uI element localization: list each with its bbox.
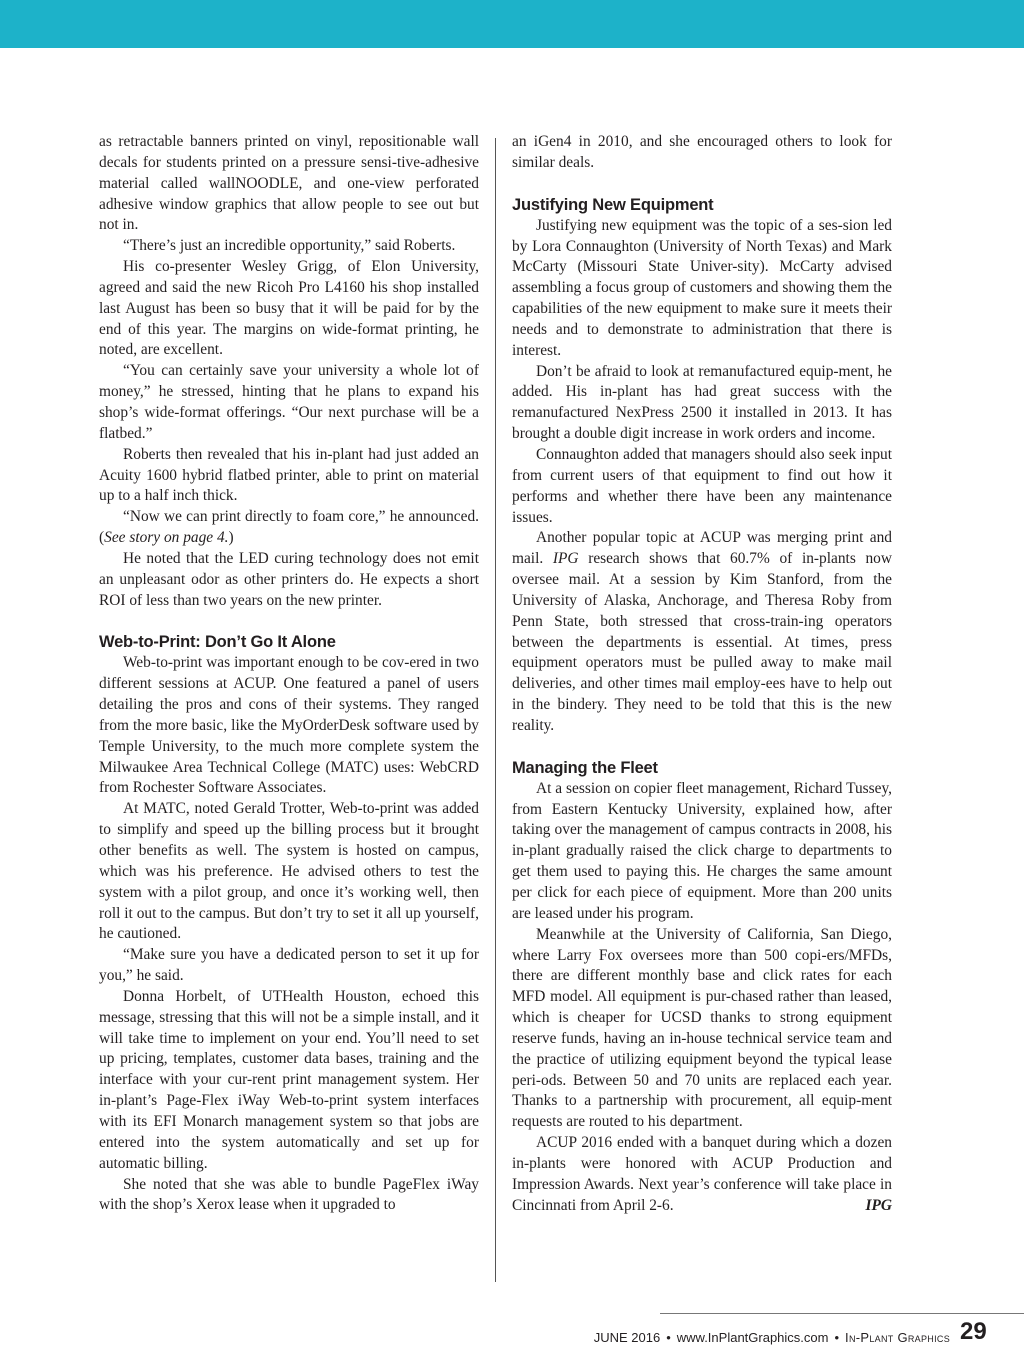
- paragraph-text: research shows that 60.7% of in-plants now oversee mail. At a session by Kim Stanford, from the University of Alaska, Anchorage, and Theresa Roby from Penn State, both stressed that cross-train-ing operators between the departments is essential. At times, press equipment operators must be pulled away to make mail deliveries, and other times mail employ-ees have to help out in the bindery. They need to be told that this is the new reality.: [512, 550, 892, 734]
- section-heading-web-to-print: Web-to-Print: Don’t Go It Alone: [99, 633, 336, 652]
- paragraph-text: ): [228, 529, 234, 547]
- top-color-band: [0, 0, 1024, 48]
- left-column: [99, 132, 479, 1216]
- paragraph: as retractable banners printed on vinyl, repositionable wall decals for students printed on a pressure sensi-tive-adhesive material called wallNOODLE, and one-view perforated adhesive window graphics that allow people to see out but not in.: [99, 133, 479, 234]
- paragraph: “There’s just an incredible opportunity,” said Roberts.: [123, 237, 456, 255]
- section-heading-justifying-equipment: Justifying New Equipment: [512, 195, 714, 214]
- paragraph: [512, 1133, 892, 1216]
- paragraph: Don’t be afraid to look at remanufactured equip-ment, he added. His in-plant has had great success with the remanufactured NexPress 2500 it installed in 2013. It has brought a double digit increase in work orders and income.: [512, 362, 892, 443]
- footer-bullet: •: [666, 1330, 671, 1345]
- column-divider: [495, 138, 496, 1282]
- paragraph: Web-to-print was important enough to be cov-ered in two different sessions at ACUP. One featured a panel of users detailing the pros and cons of their systems. They ranged from the more basic, like the MyOrderDesk software used by Temple University, to the much more complete system the Milwaukee Area Technical College (MATC) uses: WebCRD from Rochester Software Associates.: [99, 654, 479, 797]
- paragraph: She noted that she was able to bundle PageFlex iWay with the shop’s Xerox lease when it upgraded to: [99, 1175, 479, 1214]
- paragraph-text: Another popular topic at ACUP was merging print and mail.: [512, 529, 892, 568]
- right-column: [512, 132, 892, 1217]
- paragraph: [512, 528, 892, 736]
- footer-publication: In-Plant Graphics: [845, 1330, 950, 1345]
- paragraph: “You can certainly save your university a whole lot of money,” he stressed, hinting that he plans to expand his shop’s wide-format offerings. “Our next purchase will be a flatbed.”: [99, 362, 479, 442]
- paragraph: “Make sure you have a dedicated person to set it up for you,” he said.: [99, 946, 479, 985]
- paragraph: Justifying new equipment was the topic of a ses-sion led by Lora Connaughton (University of North Texas) and Mark McCarty (Missouri State Univer-sity). McCarty advised assembling a focus group of customers and showing them the capabilities of the new equipment to make sure it meets their needs and to demonstrate to administration that there is interest.: [512, 216, 892, 359]
- paragraph: Connaughton added that managers should also seek input from current users of that equipment to find out how it performs and whether there have been any maintenance issues.: [512, 445, 892, 526]
- paragraph: Roberts then revealed that his in-plant had just added an Acuity 1600 hybrid flatbed printer, able to print on material up to a half inch thick.: [99, 445, 479, 505]
- paragraph: [99, 507, 479, 549]
- footer-date: JUNE 2016: [593, 1330, 661, 1345]
- paragraph-text: ACUP 2016 ended with a banquet during which a dozen in-plants were honored with ACUP Production and Impression Awards. Next year’s conference will take place in Cincinnati from April 2-6.: [512, 1134, 892, 1214]
- ipg-italic: IPG: [552, 550, 579, 568]
- paragraph: Donna Horbelt, of UTHealth Houston, echoed this message, stressing that this will not be a simple install, and it will take time to implement on your end. You’ll need to set up pricing, templates, customer data bases, training and the interface with your cur-rent print management system. Her in-plant’s Page-Flex iWay Web-to-print system interfaces with its EFI Monarch management system so that jobs are entered into the system automatically and set up for automatic billing.: [99, 987, 479, 1172]
- paragraph: He noted that the LED curing technology does not emit an unpleasant odor as other printers do. He expects a short ROI of less than two years on the new printer.: [99, 549, 479, 609]
- paragraph: At a session on copier fleet management, Richard Tussey, from Eastern Kentucky University, explained how, after taking over the management of campus contracts in 2008, his in-plant gradually raised the click charge to departments to get them used to paying this. He charges the same amount per click for each piece of equipment. More than 200 units are leased under his program.: [512, 779, 892, 922]
- paragraph: an iGen4 in 2010, and she encouraged others to look for similar deals.: [512, 133, 892, 171]
- footer-folio: [594, 1330, 950, 1345]
- story-reference: See story on page 4.: [104, 529, 229, 547]
- paragraph: His co-presenter Wesley Grigg, of Elon University, agreed and said the new Ricoh Pro L4160 his shop installed last August has been so busy that it will be paid for by the end of this year. The margins on wide-format printing, he noted, are excellent.: [99, 258, 479, 359]
- end-signature: IPG: [865, 1196, 892, 1214]
- paragraph: Meanwhile at the University of California, San Diego, where Larry Fox oversees more than 500 copi-ers/MFDs, there are different monthly base and click rates for each MFD model. All equipment is pur-chased rather than leased, which is cheaper for UCSD thanks to strong equipment reserve funds, having an in-house technical service team and the practice of utilizing equipment beyond the typical lease peri-ods. Between 50 and 70 units are replaced each year. Thanks to a partnership with procurement, all equip-ment requests are routed to his department.: [512, 925, 892, 1131]
- footer-url: www.InPlantGraphics.com: [676, 1330, 829, 1345]
- paragraph: At MATC, noted Gerald Trotter, Web-to-print was added to simplify and speed up the billing process but it brought other benefits as well. The system is hosted on campus, which was his preference. He advised others to test the system with a pilot group, and once it’s working well, then roll it out to the campus. But don’t try to set it all up yourself, he cautioned.: [99, 800, 479, 943]
- section-heading-managing-fleet: Managing the Fleet: [512, 758, 658, 777]
- footer-bullet: •: [834, 1330, 840, 1345]
- paragraph-text: “Now we can print directly to foam core,” he announced. (: [99, 508, 479, 547]
- footer-rule: [660, 1313, 1024, 1314]
- page-number: 29: [960, 1318, 987, 1345]
